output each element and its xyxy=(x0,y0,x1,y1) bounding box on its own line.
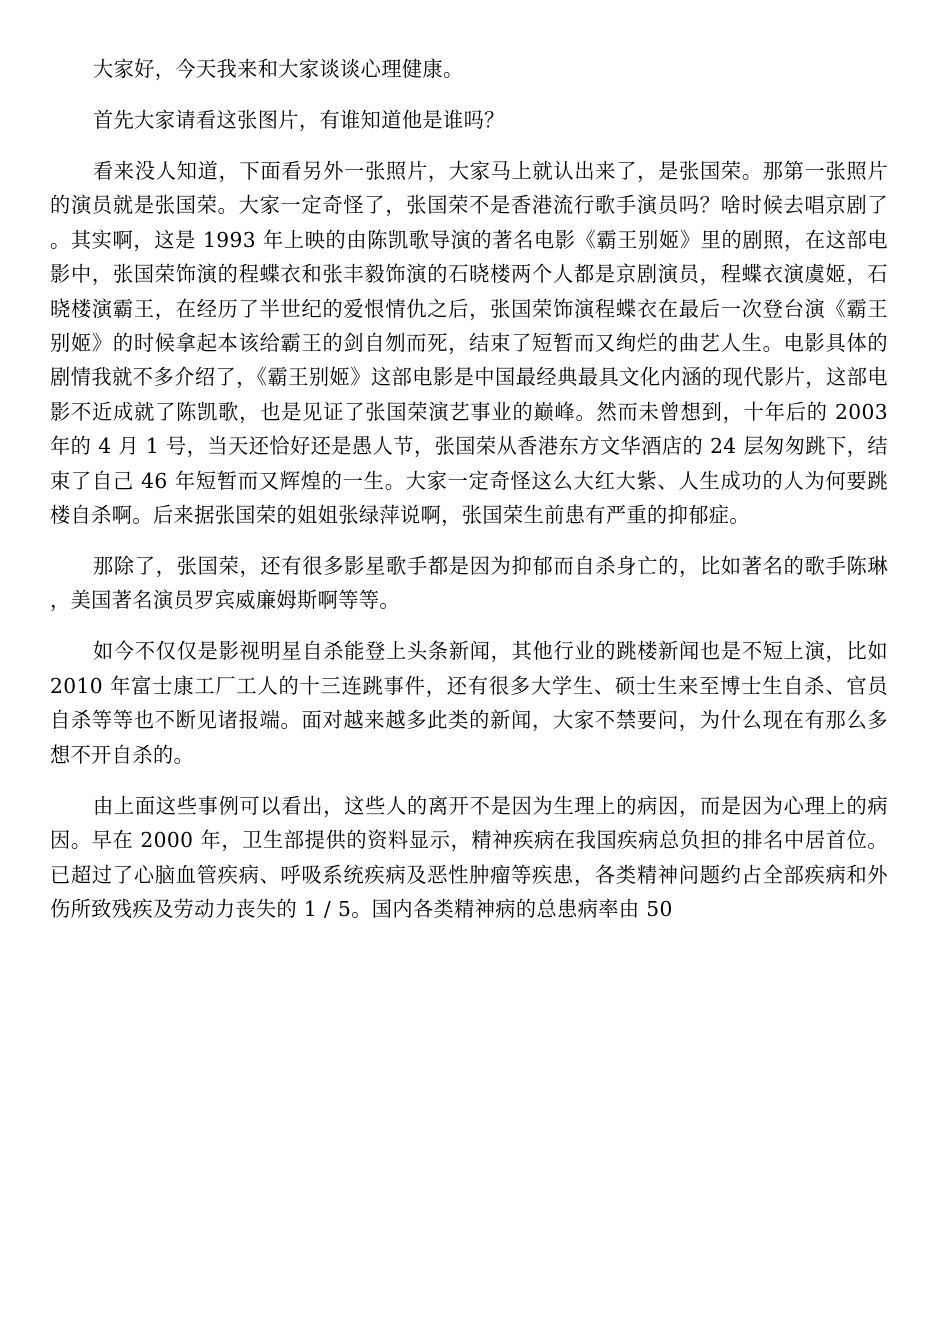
paragraph-mental-illness-statistics: 由上面这些事例可以看出，这些人的离开不是因为生理上的病因，而是因为心理上的病因。早在 2000 年，卫生部提供的资料显示，精神疾病在我国疾病总负担的排名中居首位。已超过了心脑血管疾病、呼吸系统疾病及恶性肿瘤等疾患，各类精神问题约占全部疾病和外伤所致残疾及劳动力丧失的 1 / 5。国内各类精神病的总患病率由 50 xyxy=(50,793,888,921)
paragraph-news-events: 如今不仅仅是影视明星自杀能登上头条新闻，其他行业的跳楼新闻也是不短上演，比如 2010 年富士康工厂工人的十三连跳事件，还有很多大学生、硕士生来至博士生自杀、官员自杀等等也不断见诸报端。面对越来越多此类的新闻，大家不禁要问，为什么现在有那么多想不开自杀的。 xyxy=(50,639,888,767)
paragraph-zhang-guorong-story: 看来没人知道，下面看另外一张照片，大家马上就认出来了，是张国荣。那第一张照片的演员就是张国荣。大家一定奇怪了，张国荣不是香港流行歌手演员吗？啥时候去唱京剧了。其实啊，这是 1993 年上映的由陈凯歌导演的著名电影《霸王别姬》里的剧照，在这部电影中，张国荣饰演的程蝶衣和张丰毅饰演的石晓楼两个人都是京剧演员，程蝶衣演虞姬，石晓楼演霸王，在经历了半世纪的爱恨情仇之后，张国荣饰演程蝶衣在最后一次登台演《霸王别姬》的时候拿起本该给霸王的剑自刎而死，结束了短暂而又绚烂的曲艺人生。电影具体的剧情我就不多介绍了，《霸王别姬》这部电影是中国最经典最具文化内涵的现代影片，这部电影不近成就了陈凯歌，也是见证了张国荣演艺事业的巅峰。然而未曾想到，十年后的 2003 年的 4 月 1 号，当天还恰好还是愚人节，张国荣从香港东方文华酒店的 24 层匆匆跳下，结束了自己 46 年短暂而又辉煌的一生。大家一定奇怪这么大红大紫、人生成功的人为何要跳楼自杀啊。后来据张国荣的姐姐张绿萍说啊，张国荣生前患有严重的抑郁症。 xyxy=(50,159,888,528)
paragraph-greeting: 大家好，今天我来和大家谈谈心理健康。 xyxy=(93,57,464,81)
paragraph-other-celebrities: 那除了，张国荣，还有很多影星歌手都是因为抑郁而自杀身亡的，比如著名的歌手陈琳，美国著名演员罗宾威廉姆斯啊等等。 xyxy=(50,554,888,613)
paragraph-photo-question: 首先大家请看这张图片，有谁知道他是谁吗？ xyxy=(93,108,505,132)
document-page xyxy=(50,52,888,926)
